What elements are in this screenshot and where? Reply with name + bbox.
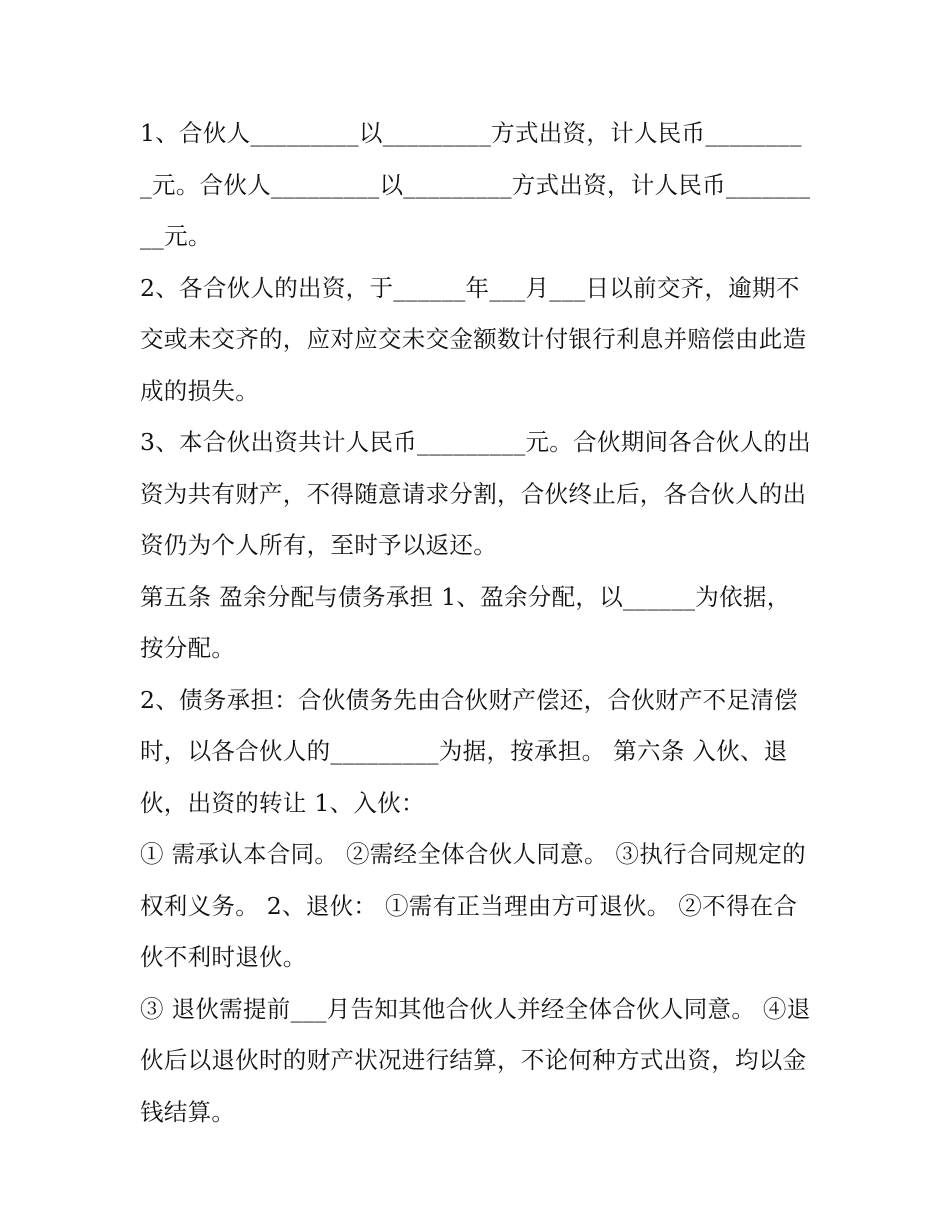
paragraph-withdrawal-settlement: ③ 退伙需提前___月告知其他合伙人并经全体合伙人同意。 ④退伙后以退伙时的财产状况进行结算，不论何种方式出资，均以金钱结算。 [140, 994, 811, 1126]
paragraph-capital-contribution: 1、合伙人_________以_________方式出资，计人民币_________元。合伙人_________以_________方式出资，计人民币_________元。 [140, 119, 811, 250]
document-body [140, 108, 812, 1138]
paragraph-payment-deadline: 2、各合伙人的出资，于______年___月___日以前交齐，逾期不交或未交齐的，应对应交未交金额数计付银行利息并赔偿由此造成的损失。 [140, 273, 807, 405]
paragraph-debt-and-article-6: 2、债务承担：合伙债务先由合伙财产偿还，合伙财产不足清偿时，以各合伙人的_________为据，按承担。 第六条 入伙、退伙，出资的转让 1、入伙： [140, 685, 798, 817]
paragraph-article-5-profit: 第五条 盈余分配与债务承担 1、盈余分配，以______为依据，按分配。 [140, 582, 791, 662]
paragraph-total-contribution: 3、本合伙出资共计人民币_________元。合伙期间各合伙人的出资为共有财产，不得随意请求分割，合伙终止后，各合伙人的出资仍为个人所有，至时予以返还。 [140, 428, 812, 559]
paragraph-joining-and-withdrawal: ① 需承认本合同。 ②需经全体合伙人同意。 ③执行合同规定的权利义务。 2、退伙： ①需有正当理由方可退伙。 ②不得在合伙不利时退伙。 [140, 840, 806, 971]
